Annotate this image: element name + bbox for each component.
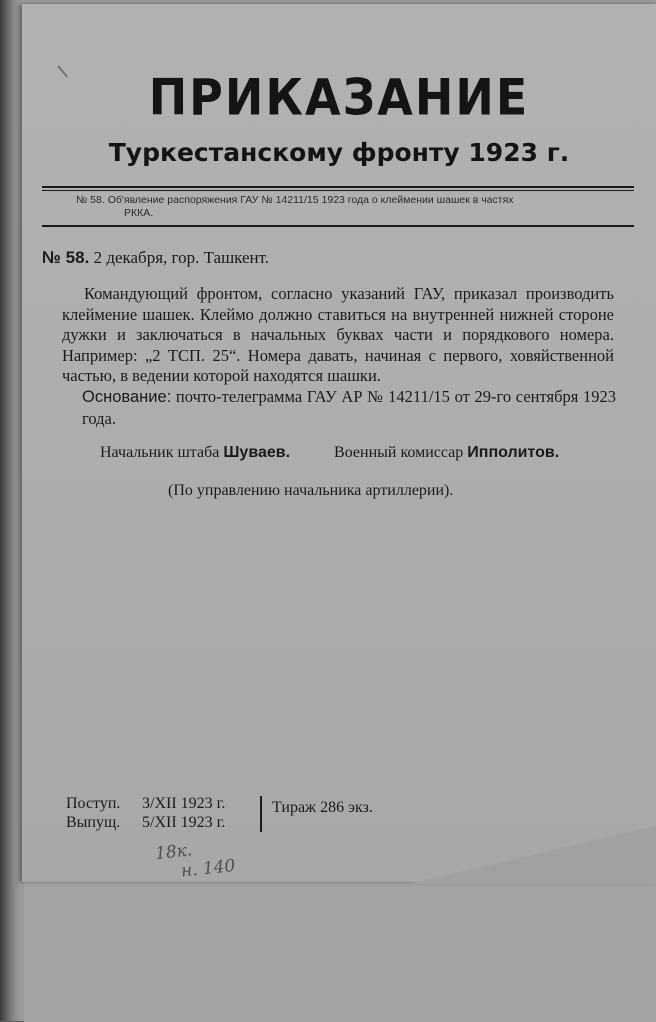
document-subtitle: Туркестанскому фронту 1923 г.	[108, 138, 570, 167]
chief-of-staff-title: Начальник штаба	[100, 444, 220, 461]
print-footer	[66, 794, 373, 832]
document-title: ПРИКАЗАНИЕ	[148, 67, 530, 127]
order-body	[62, 284, 614, 387]
announcement-line-1: № 58. Об'явление распоряжения ГАУ № 14211/15 1923 года о клеймении шашек в частях	[76, 194, 514, 206]
underlying-sheet	[24, 880, 656, 1022]
order-body-paragraph: Командующий фронтом, согласно указаний ГАУ, приказал производить клеймение шашек. Клеймо должно ставиться на внутренней нижней стороне дужки и заключаться в начальных буквах части и порядкового номера. Например: „2 ТСП. 25“. Номера давать, начиная с первого, ховяйственной частью, в ведении которой находятся шашки.	[62, 284, 614, 385]
chief-of-staff-name: Шуваев.	[223, 444, 291, 461]
handwritten-archive-note	[154, 836, 236, 884]
announcement-summary	[76, 194, 614, 220]
received-row	[66, 794, 258, 813]
document-page	[22, 4, 656, 882]
header-rule-thin	[42, 190, 634, 191]
commissar-name: Ипполитов.	[467, 444, 560, 461]
issued-label: Выпущ.	[66, 814, 121, 831]
issued-date: 5/XII 1923 г.	[142, 814, 226, 831]
basis-text: почто-телеграмма ГАУ АР № 14211/15 от 29-го сентября 1923 года.	[82, 387, 616, 428]
basis-label: Основание:	[82, 388, 172, 406]
order-date-place: 2 декабря, гор. Ташкент.	[93, 248, 270, 267]
commissar-title: Военный комиссар	[334, 444, 464, 461]
signatures	[100, 444, 640, 462]
announcement-line-2: РККА.	[124, 207, 154, 219]
received-label: Поступ.	[66, 795, 121, 812]
issued-row	[66, 813, 258, 832]
handwritten-line-1: 18к.	[154, 840, 194, 865]
order-heading	[42, 248, 269, 268]
handwritten-line-2: н. 140	[180, 855, 237, 882]
print-run: Тираж 286 экз.	[272, 799, 373, 816]
order-number: № 58.	[42, 248, 90, 267]
header-rule-top	[42, 186, 634, 188]
footer-divider	[260, 796, 262, 832]
issuing-department: (По управлению начальника артиллерии).	[168, 482, 454, 499]
order-basis	[82, 386, 616, 429]
header-rule-bottom	[42, 225, 634, 227]
received-date: 3/XII 1923 г.	[142, 795, 226, 812]
